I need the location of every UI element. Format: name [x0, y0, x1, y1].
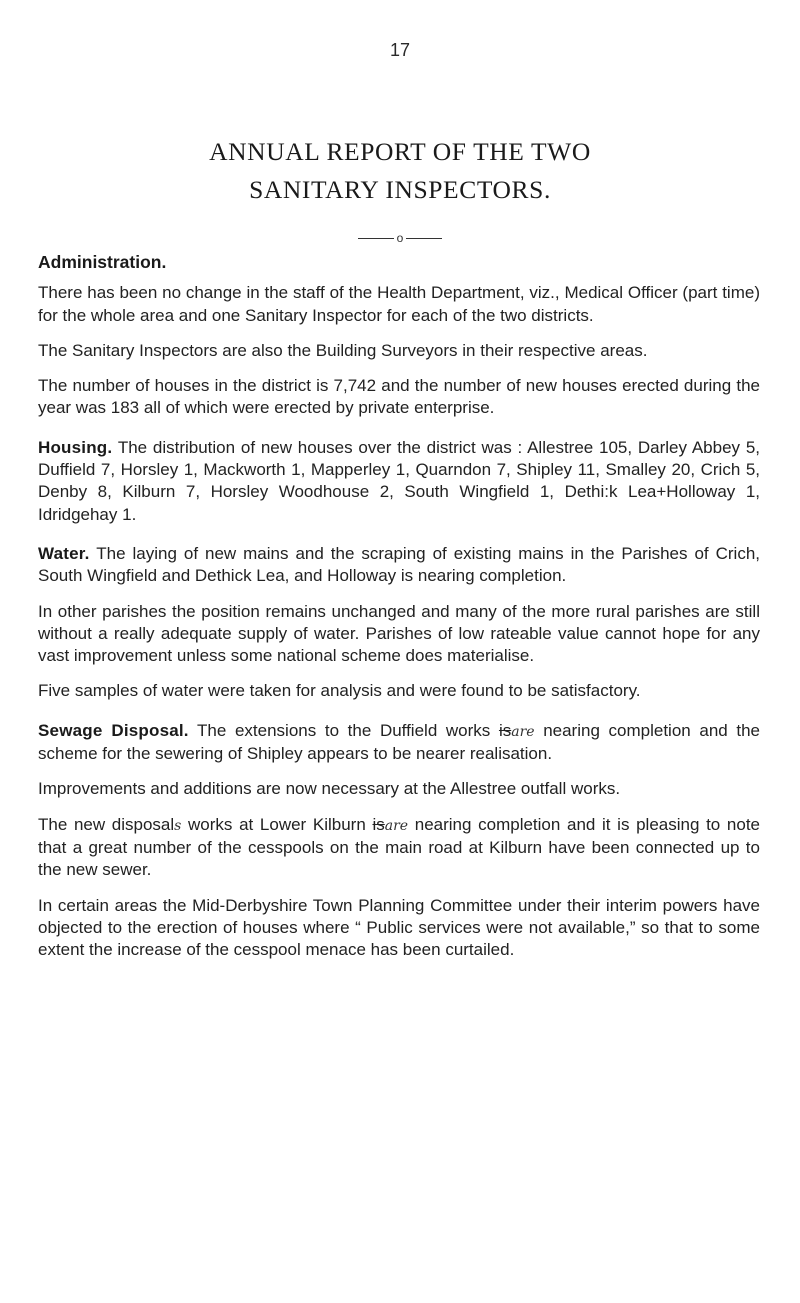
- sewage-heading: Sewage Disposal.: [38, 720, 189, 740]
- report-body: [38, 251, 760, 974]
- administration-paragraph-3: The number of houses in the district is 7,742 and the number of new houses erected during the year was 183 all of which were erected by private enterprise.: [38, 376, 760, 418]
- sewage-paragraph-4: In certain areas the Mid-Derbyshire Town Planning Committee under their interim powers have objected to the erection of houses where “ Public services were not available,” so that to some extent the increase of the cesspool menace has been curtailed.: [38, 895, 760, 960]
- water-text: The laying of new mains and the scraping of existing mains in the Parishes of Crich, South Wingfield and Dethick Lea, and Holloway is nearing completion.: [38, 543, 760, 586]
- report-title-line-2: SANITARY INSPECTORS.: [249, 175, 551, 204]
- sewage-p3-after: nearing completion and it is pleasing to note that a great number of the cesspools on the main road at Kilburn have been connected up to the new sewer.: [38, 814, 760, 880]
- sewage-p3-middle: works at Lower Kilburn: [188, 814, 366, 834]
- administration-paragraph-1: There has been no change in the staff of the Health Department, viz., Medical Officer (part time) for the whole area and one Sanitary Inspector for each of the two districts.: [38, 283, 760, 325]
- report-title-line-1: ANNUAL REPORT OF THE TWO: [209, 137, 591, 166]
- administration-heading: Administration.: [38, 252, 167, 272]
- sewage-p3-before: The new disposal: [38, 814, 175, 834]
- sewage-text-before: The extensions to the Duffield works: [197, 720, 491, 740]
- water-paragraph-2: In other parishes the position remains unchanged and many of the more rural parishes are still without a really adequate supply of water. Parishes of low rateable value cannot hope for any vast improvement unless some national scheme does materialise.: [38, 601, 760, 666]
- page-number: 17: [389, 40, 411, 60]
- divider-dash-right: [406, 238, 442, 239]
- water-paragraph-3: Five samples of water were taken for analysis and were found to be satisfactory.: [38, 681, 641, 701]
- housing-paragraph: [38, 437, 760, 526]
- sewage-paragraph-2: Improvements and additions are now necessary at the Allestree outfall works.: [38, 779, 621, 799]
- divider-ornament: o: [396, 231, 404, 245]
- sewage-paragraph-1: [38, 720, 760, 766]
- housing-heading: Housing.: [38, 437, 113, 457]
- administration-paragraph-2: The Sanitary Inspectors are also the Building Surveyors in their respective areas.: [38, 340, 648, 360]
- handwritten-annotation-1: are: [511, 723, 535, 740]
- sewage-paragraph-3: [38, 814, 760, 882]
- divider-dash-left: [358, 238, 394, 239]
- water-heading: Water.: [38, 543, 90, 563]
- handwritten-annotation-2: are: [384, 817, 409, 834]
- sewage-text-after: nearing completion and the scheme for the sewering of Shipley appears to be nearer realisation.: [38, 720, 760, 764]
- sewage-struck-word: is: [498, 720, 512, 740]
- title-divider: [0, 232, 800, 244]
- water-paragraph-1: [38, 543, 760, 588]
- handwritten-mark: s: [174, 817, 182, 834]
- housing-text: The distribution of new houses over the district was : Allestree 105, Darley Abbey 5, Duffield 7, Horsley 1, Mackworth 1, Mapperley 1, Quarndon 7, Shipley 11, Smalley 20, Crich 5, Denby 8, Kilburn 7, Horsley Woodhouse 2, South Wingfield 1, Dethi:k Lea+Holloway 1, Idridgehay 1.: [38, 437, 760, 524]
- sewage-p3-struck-word: is: [372, 814, 385, 834]
